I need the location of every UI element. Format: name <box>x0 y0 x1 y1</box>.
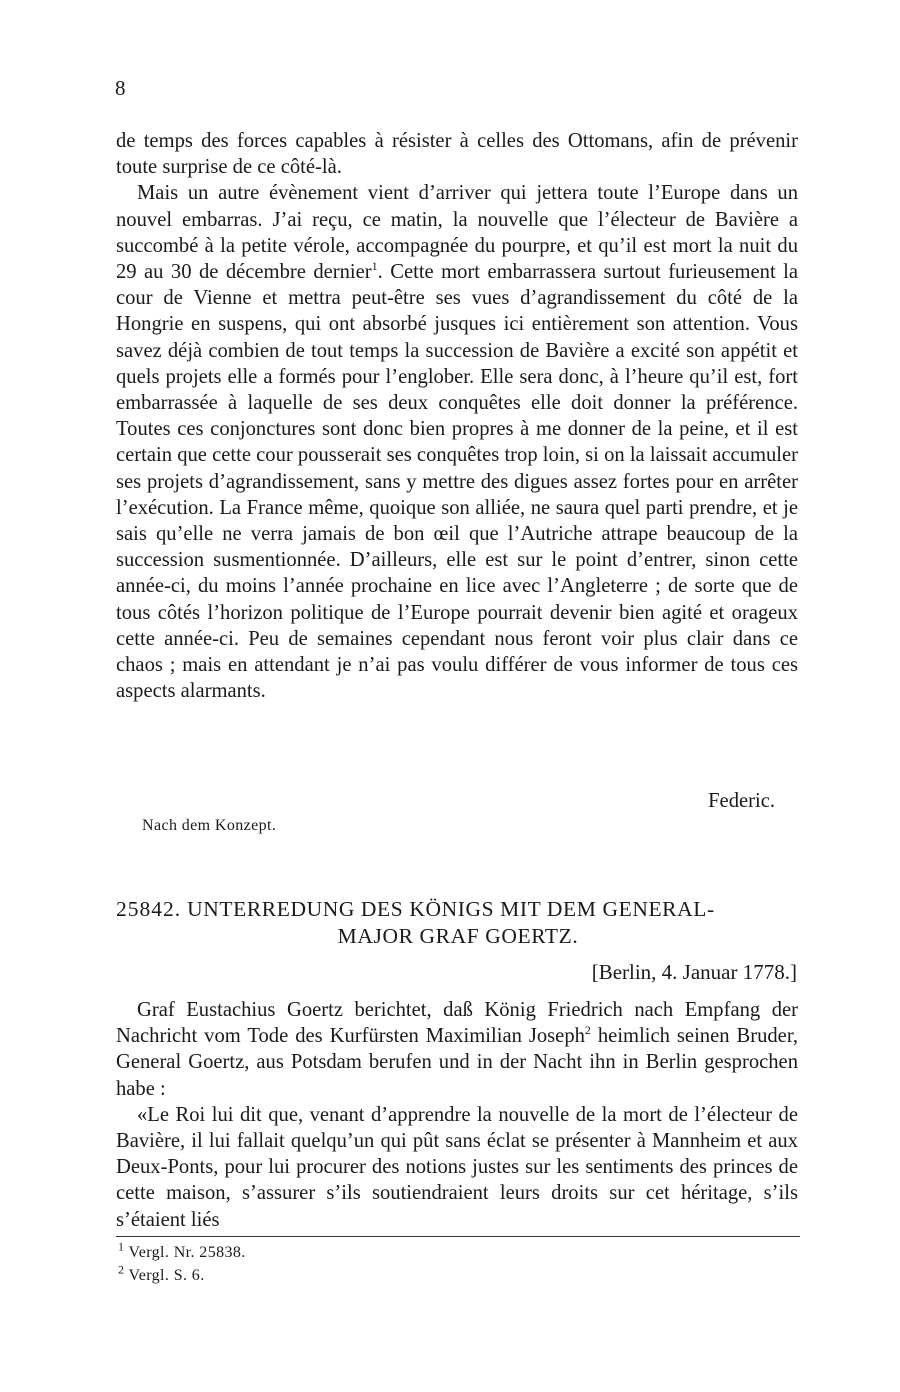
section-number: 25842. <box>116 897 182 921</box>
page-number: 8 <box>115 76 126 100</box>
letter-body <box>116 128 798 704</box>
footnote <box>118 1239 246 1262</box>
footnote <box>118 1262 205 1285</box>
section-paragraph-text: Graf Eustachius Goertz berichtet, daß König Friedrich nach Empfang der Nachricht vom Tode des Kurfürsten Maximilian Joseph <box>116 999 798 1048</box>
letter-paragraph <box>116 180 798 704</box>
footnote-ref: 2 <box>584 1023 591 1038</box>
footnote-text: Vergl. Nr. 25838. <box>128 1244 246 1261</box>
source-note: Nach dem Konzept. <box>142 817 277 834</box>
letter-paragraph <box>116 128 798 180</box>
section-title-line1: UNTERREDUNG DES KÖNIGS MIT DEM GENERAL- <box>187 897 715 921</box>
footnote-text: Vergl. S. 6. <box>128 1267 205 1284</box>
section-paragraph <box>116 997 798 1102</box>
section-paragraph <box>116 1102 798 1233</box>
footnote-rule <box>116 1236 800 1237</box>
footnote-ref: 1 <box>371 259 378 274</box>
footnote-marker: 2 <box>118 1262 125 1277</box>
section-paragraph-text: heimlich seinen Bruder, General Goertz, aus Potsdam berufen und in der Nacht ihn in Berlin gesprochen habe : <box>116 1025 798 1100</box>
letter-paragraph-text: de temps des forces capables à résister à celles des Ottomans, afin de prévenir toute surprise de ce côté-là. <box>116 130 798 179</box>
footnote-marker: 1 <box>118 1239 125 1254</box>
letter-paragraph-text: . Cette mort embarrassera surtout furieusement la cour de Vienne et mettra peut-être ses vues d’agrandissement du côté de la Hongrie en suspens, qui ont absorbé jusques ici entièrement son attention. Vous savez déjà combien de tout temps la succession de Bavière a excité son appétit et quels projets elle a formés pour l’englober. Elle sera donc, à l’heure qu’il est, fort embarrassée à laquelle de ses deux conquêtes elle doit donner la préférence. Toutes ces conjonctures sont donc bien propres à me donner de la peine, et il est certain que cette cour pousserait ses conquêtes trop loin, si on la laissait accumuler ses projets d’agrandissement, sans y mettre des digues assez fortes pour en arrêter l’exécution. La France même, quoique son alliée, ne saura quel parti prendre, et je sais qu’elle ne verra jamais de bon œil que l’Autriche attrape beaucoup de la succession susmentionnée. D’ailleurs, elle est sur le point d’entrer, sinon cette année-ci, du moins l’année prochaine en lice avec l’Angleterre ; de sorte que de tous côtés l’horizon politique de l’Europe pourrait devenir bien agité et orageux cette année-ci. Peu de semaines cependant nous feront voir plus clair dans ce chaos ; mais en attendant je n’ai pas voulu différer de vous informer de tous ces aspects alarmants. <box>116 261 798 703</box>
section-heading <box>116 896 800 950</box>
section-body <box>116 997 798 1233</box>
letter-paragraph-text: Mais un autre évènement vient d’arriver qui jettera toute l’Europe dans un nouvel embarras. J’ai reçu, ce matin, la nouvelle que l’électeur de Bavière a succombé à la petite vérole, accompagnée du pourpre, et qu’il est mort la nuit du 29 au 30 de décembre dernier <box>116 182 798 284</box>
section-paragraph-text: «Le Roi lui dit que, venant d’apprendre la nouvelle de la mort de l’électeur de Bavière, il lui fallait quelqu’un qui pût sans éclat se présenter à Mannheim et aux Deux-Ponts, pour lui procurer des notions justes sur les sentiments des princes de cette maison, s’assurer s’ils soutiendraient leurs droits sur cet héritage, s’ils s’étaient liés <box>116 1103 798 1231</box>
section-title-line2: MAJOR GRAF GOERTZ. <box>337 924 579 948</box>
dateline: [Berlin, 4. Januar 1778.] <box>591 960 797 984</box>
signature: Federic. <box>708 790 775 812</box>
